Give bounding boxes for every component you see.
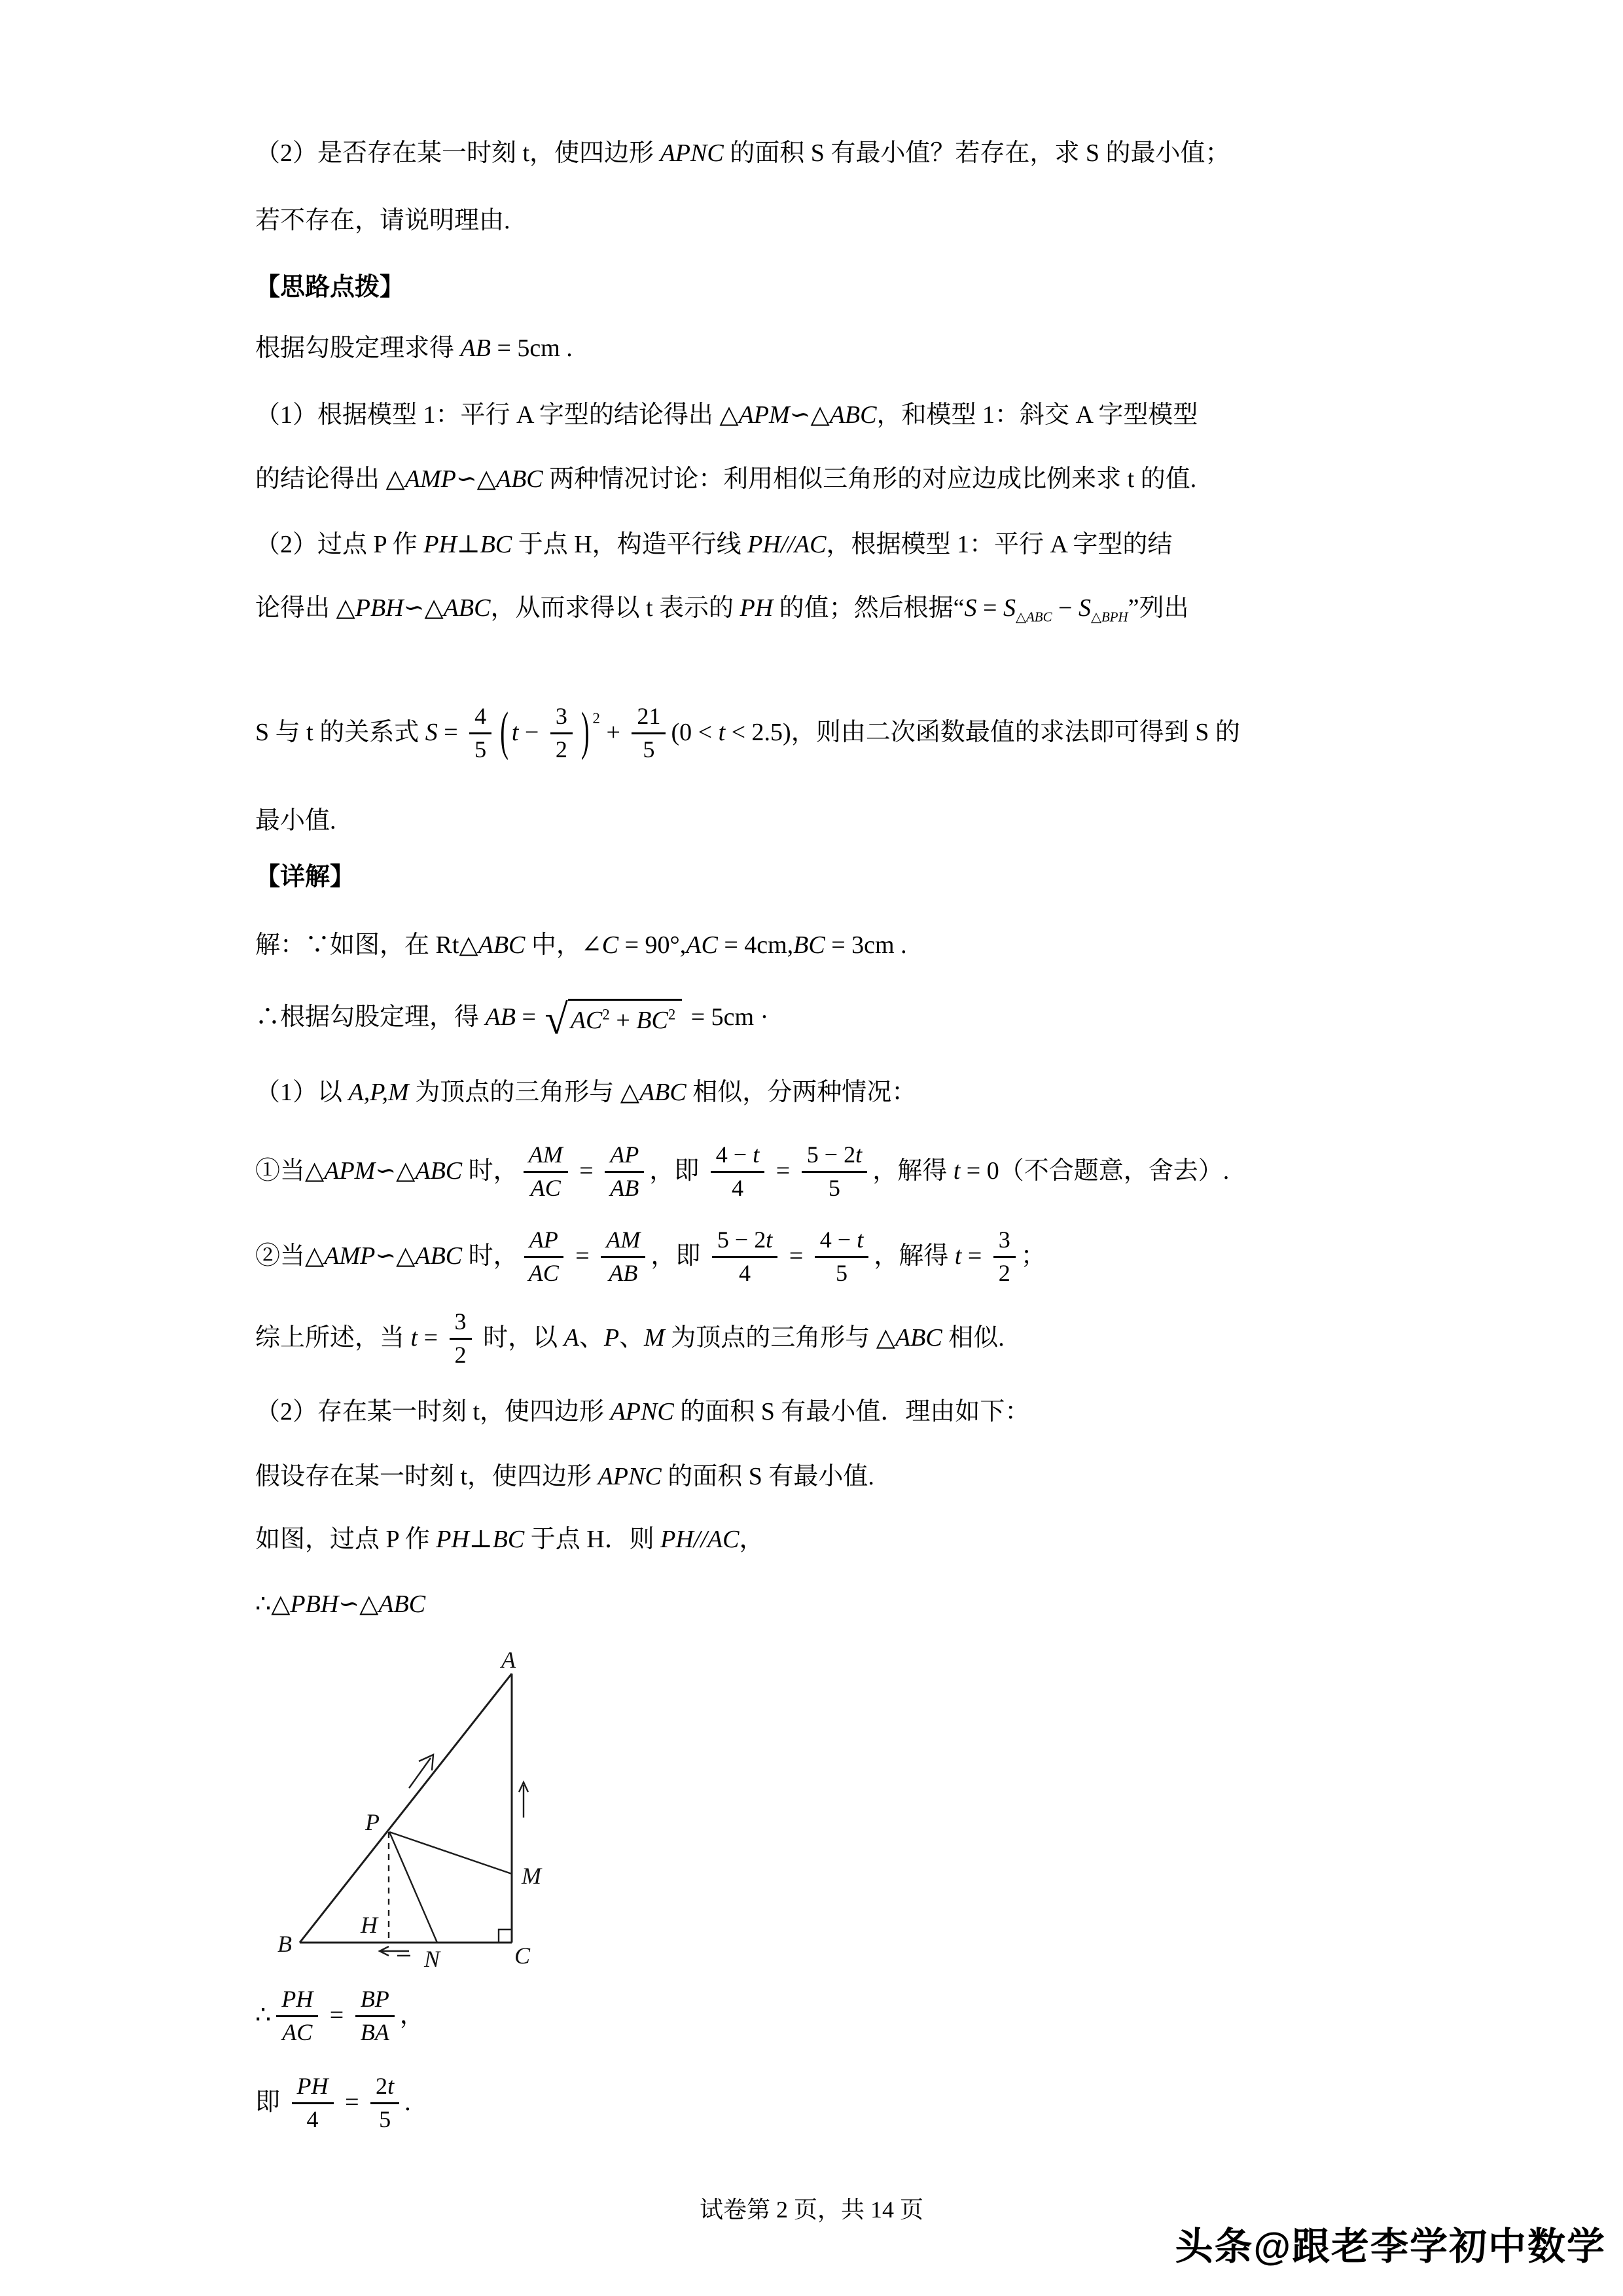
vertex-label-a: A [501,1647,516,1673]
point-label-m: M [522,1863,541,1889]
point-label-p: P [365,1809,380,1835]
watermark: 头条@跟老李学初中数学 [1175,2225,1606,2268]
solution-part1-intro: （1）以 A,P,M 为顶点的三角形与 △ABC 相似，分两种情况： [255,1079,917,1106]
solution-case1-line: ①当 △APM∽△ABC 时， $\frac{AM}{AC}$ = $\frac{AP}{AB}$ ，即 $\frac{4 - t}{4}$ = $\frac{5 - 2t}{5}$ ，解得 t = 0（不合题意，舍去）. [255,1141,1230,1201]
solution-construction-line: 如图，过点 P 作 PH⊥BC 于点 H．则 PH//AC， [255,1526,764,1553]
hint-part1-line2: 的结论得出 △AMP∽△ABC 两种情况讨论：利用相似三角形的对应边成比例来求 t 的值. [255,465,1197,493]
solution-similarity-line: ∴△PBH∽△ABC [255,1590,426,1618]
solution-pythagoras-line: ∴根据勾股定理，得 AB = √ $AC^2 + BC^2$ = 5cm · [255,995,769,1043]
solution-summary-line: 综上所述，当 t = $\frac{3}{2}$ 时，以 A 、 P 、 M 为顶点的三角形与 △ABC 相似. [255,1308,1005,1368]
solution-case2-line: ②当 △AMP∽△ABC 时， $\frac{AP}{AC}$ = $\frac{AM}{AB}$ ，即 $\frac{5 - 2t}{4}$ = $\frac{4 - t}{5}$ ，解得 t = $\frac{3}{2}$ ； [255,1227,1046,1286]
problem-part2-line2: 若不存在，请说明理由. [255,207,510,234]
segment-pn [389,1832,437,1943]
right-angle-mark-c [499,1929,512,1943]
hint-section-header: 【思路点拨】 [255,274,405,301]
segment-pm [389,1832,512,1874]
arrow-along-ab-shaft [409,1758,431,1788]
hint-part2-line1: （2）过点 P 作 PH⊥BC 于点 H，构造平行线 PH//AC，根据模型 1：平行 A 字型的结 [255,531,1173,558]
solution-ratio-line: ∴ $\frac{PH}{AC}$ = $\frac{BP}{BA}$ ， [255,1986,425,2045]
hint-pythagoras-line: 根据勾股定理求得 AB = 5cm . [255,334,573,362]
point-label-n: N [424,1946,440,1972]
arrow-along-ab-head-icon [419,1755,433,1770]
solution-part2-intro: （2）存在某一时刻 t，使四边形 APNC 的面积 S 有最小值．理由如下： [255,1398,1030,1426]
problem-part2-line1: （2）是否存在某一时刻 t，使四边形 APNC 的面积 S 有最小值？若存在，求 S 的最小值； [255,139,1230,167]
vertex-label-c: C [514,1943,531,1969]
page-footer: 试卷第 2 页，共 14 页 [699,2197,923,2223]
hint-quadratic-formula-line: S 与 t 的关系式 S = $\frac{4}{5}$ ( t − $\frac{3}{2}$ ) $^2$ + $\frac{21}{5}$ (0 < t < 2.5)，则由二次函数最值的求法即可得到 S 的 [255,702,1240,762]
hint-part1-line1: （1）根据模型 1：平行 A 字型的结论得出 △APM∽△ABC，和模型 1：斜交 A 字型模型 [255,401,1198,429]
solution-ratio-simplified-line: 即 $\frac{PH}{4}$ = $\frac{2t}{5}$ . [255,2073,411,2132]
hint-part2-line2: 论得出 △PBH∽△ABC，从而求得以 t 表示的 PH 的值；然后根据“$S = S_{\triangle ABC} - S_{\triangle BPH}$”列出 [255,594,1189,625]
point-label-h: H [361,1912,378,1938]
hint-formula-tail: 最小值. [255,807,336,834]
solution-assumption-line: 假设存在某一时刻 t，使四边形 APNC 的面积 S 有最小值. [255,1463,874,1490]
vertex-label-b: B [277,1931,292,1957]
detail-section-header: 【详解】 [255,863,355,891]
solution-given-line: 解：∵如图，在 Rt△ABC 中，∠C = 90°,AC = 4cm,BC = 3cm . [255,931,907,959]
triangle-side-ba [300,1674,512,1943]
geometry-figure [274,1640,555,1977]
